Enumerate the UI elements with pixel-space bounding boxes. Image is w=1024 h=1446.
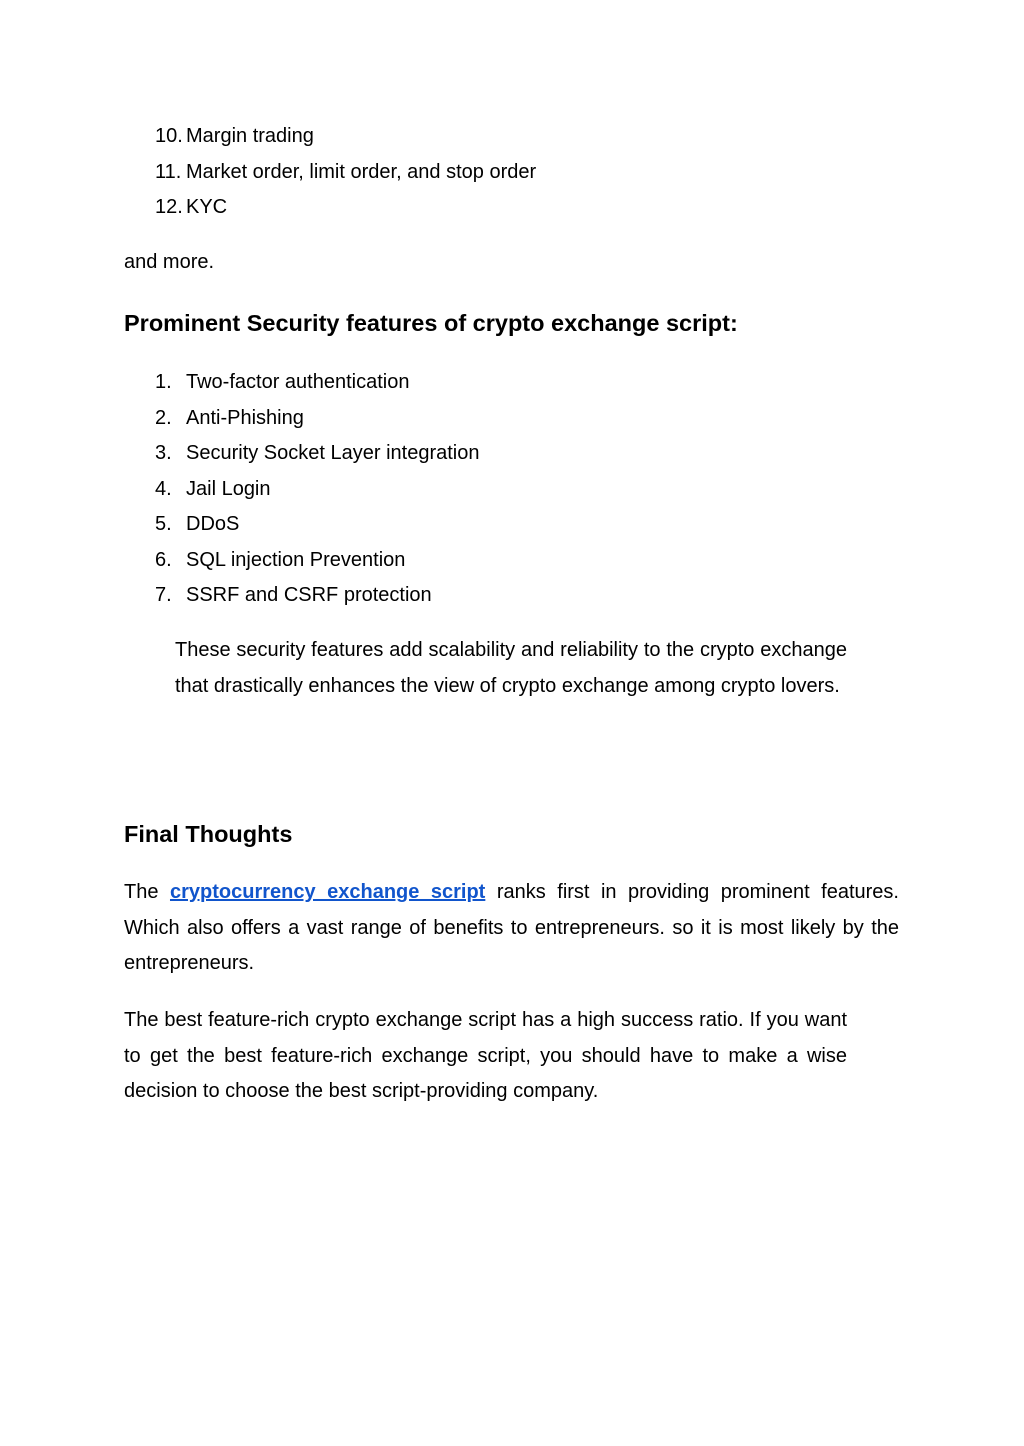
cryptocurrency-exchange-script-link[interactable]: cryptocurrency exchange script xyxy=(169,881,486,903)
list-item-number: 1. xyxy=(155,371,172,393)
final-paragraph-1 xyxy=(124,875,899,982)
list-item-text: Jail Login xyxy=(186,477,271,500)
security-heading: Prominent Security features of crypto exchange script: xyxy=(124,310,738,336)
final-paragraph-2: The best feature-rich crypto exchange script has a high success ratio. If you want to get the best feature-rich exchange script, you should have to make a wise decision to choose the best script-providing company. xyxy=(124,1009,847,1102)
security-paragraph: These security features add scalability and reliability to the crypto exchange that drastically enhances the view of crypto exchange among crypto lovers. xyxy=(175,639,847,697)
list-item-text: SSRF and CSRF protection xyxy=(186,584,432,606)
list-item-number: 4. xyxy=(155,477,172,500)
final-paragraph-1-suffix: ranks first in providing prominent features. Which also offers a vast range of benefits to entrepreneurs. so it is most likely by the entrepreneurs. xyxy=(124,881,899,974)
list-item-text: KYC xyxy=(186,196,228,218)
list-item-number: 7. xyxy=(155,584,172,606)
list-item-number: 6. xyxy=(155,548,172,571)
list-item-number: 2. xyxy=(155,406,172,429)
list-item-text: Security Socket Layer integration xyxy=(186,442,480,464)
list-item-text: SQL injection Prevention xyxy=(186,548,406,571)
final-thoughts-heading: Final Thoughts xyxy=(124,821,293,847)
list-item-text: Two-factor authentication xyxy=(186,371,410,393)
final-paragraph-1-prefix: The xyxy=(124,881,159,903)
list-item-number: 5. xyxy=(155,513,172,535)
and-more-text: and more. xyxy=(124,251,215,273)
list-item-text: Market order, limit order, and stop order xyxy=(186,160,537,183)
list-item-text: Anti-Phishing xyxy=(186,406,304,429)
list-item-number: 11. xyxy=(155,160,182,183)
list-item-number: 12. xyxy=(155,196,183,218)
list-item-text: Margin trading xyxy=(186,125,314,147)
list-item-text: DDoS xyxy=(186,513,240,535)
list-item-number: 10. xyxy=(155,125,183,147)
list-item-number: 3. xyxy=(155,442,172,464)
